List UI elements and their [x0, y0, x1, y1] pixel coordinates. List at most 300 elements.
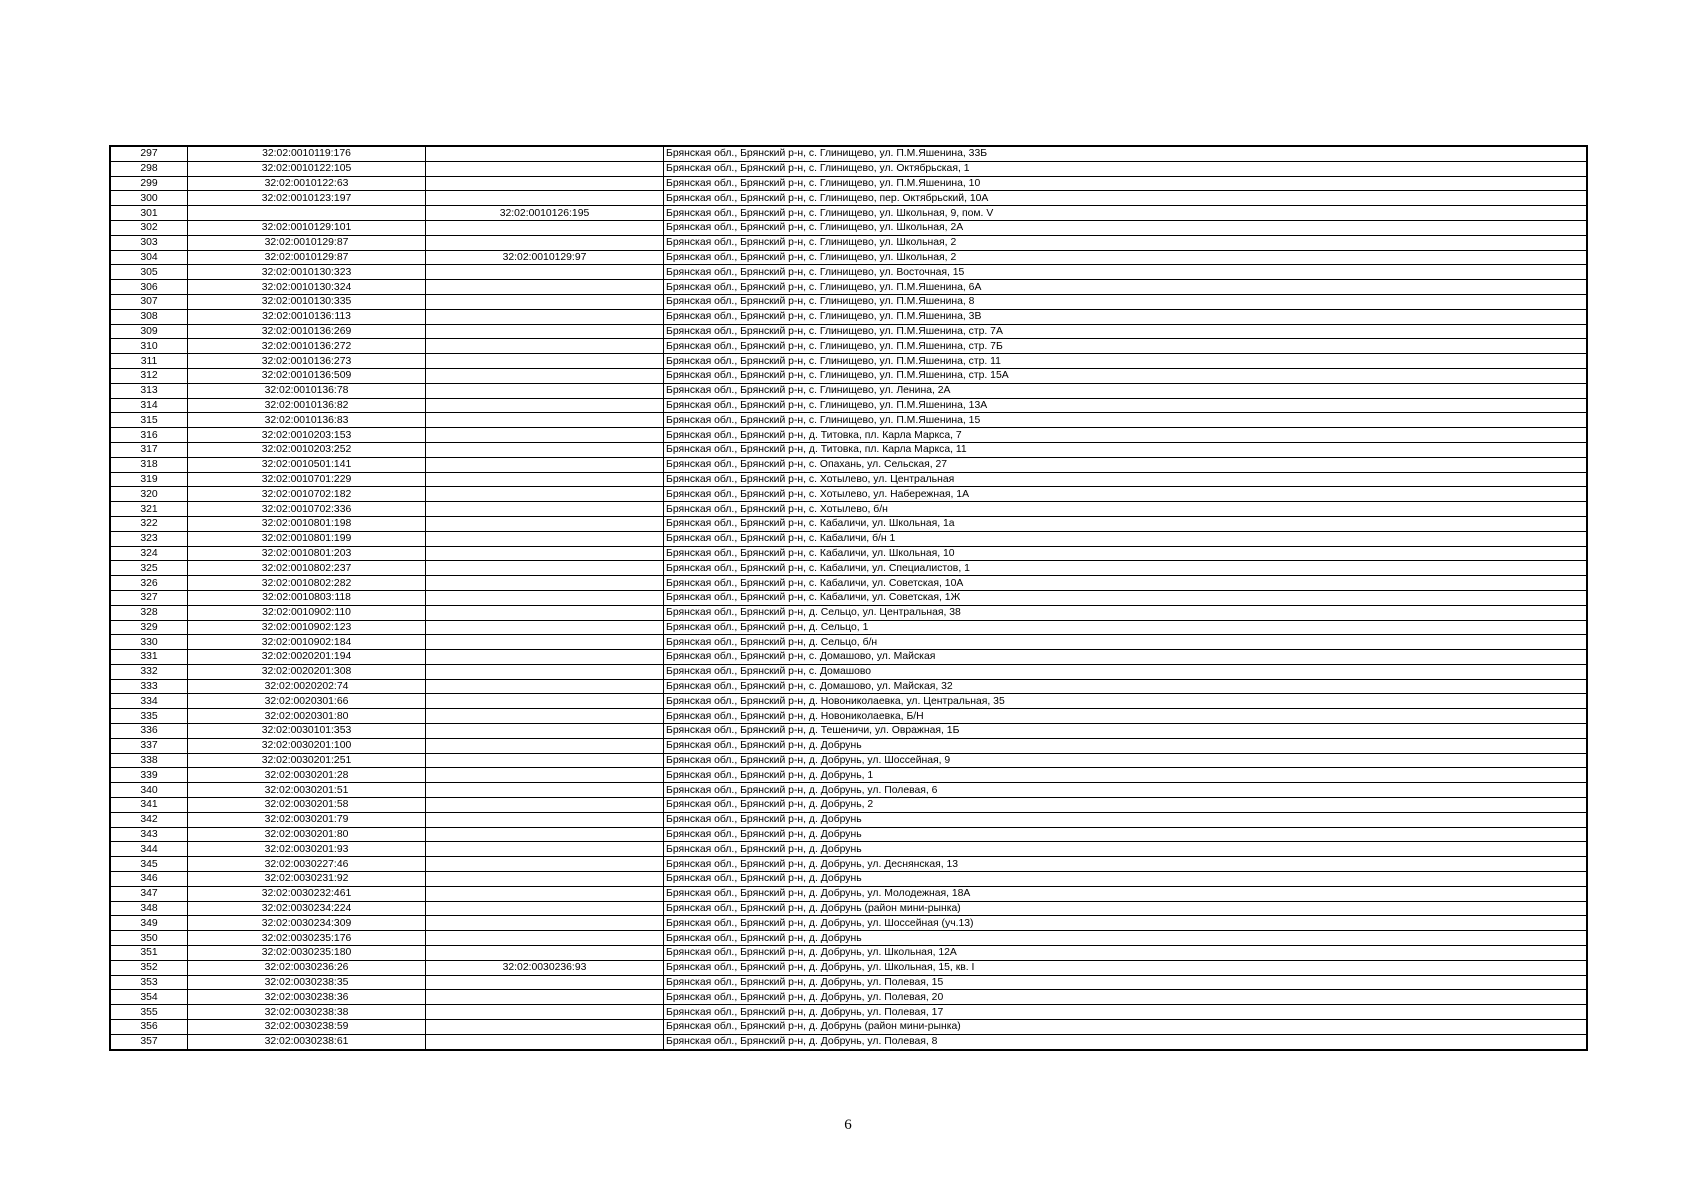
address-cell: Брянская обл., Брянский р-н, с. Глинищево, ул. Восточная, 15	[664, 265, 1588, 280]
cadastral-number-cell: 32:02:0020201:308	[188, 664, 426, 679]
row-number-cell: 300	[110, 191, 188, 206]
address-cell: Брянская обл., Брянский р-н, д. Добрунь	[664, 842, 1588, 857]
row-number-cell: 324	[110, 546, 188, 561]
secondary-cadastral-number-cell	[426, 516, 664, 531]
address-cell: Брянская обл., Брянский р-н, д. Добрунь, ул. Школьная, 15, кв. I	[664, 960, 1588, 975]
cadastral-number-cell: 32:02:0010802:237	[188, 561, 426, 576]
address-cell: Брянская обл., Брянский р-н, с. Глинищево, ул. Школьная, 2	[664, 235, 1588, 250]
row-number-cell: 321	[110, 502, 188, 517]
row-number-cell: 356	[110, 1020, 188, 1035]
row-number-cell: 342	[110, 812, 188, 827]
cadastral-number-cell: 32:02:0010123:197	[188, 191, 426, 206]
row-number-cell: 308	[110, 309, 188, 324]
address-cell: Брянская обл., Брянский р-н, д. Добрунь, ул. Полевая, 17	[664, 1005, 1588, 1020]
table-row	[110, 516, 1587, 531]
table-row	[110, 546, 1587, 561]
cadastral-number-cell: 32:02:0010902:110	[188, 605, 426, 620]
table-row	[110, 753, 1587, 768]
cadastral-number-cell: 32:02:0010136:78	[188, 383, 426, 398]
secondary-cadastral-number-cell	[426, 724, 664, 739]
secondary-cadastral-number-cell	[426, 901, 664, 916]
table-row	[110, 916, 1587, 931]
address-cell: Брянская обл., Брянский р-н, с. Хотылево, б/н	[664, 502, 1588, 517]
address-cell: Брянская обл., Брянский р-н, д. Сельцо, б/н	[664, 635, 1588, 650]
row-number-cell: 337	[110, 738, 188, 753]
address-cell: Брянская обл., Брянский р-н, с. Глинищево, ул. П.М.Яшенина, 3В	[664, 309, 1588, 324]
row-number-cell: 312	[110, 368, 188, 383]
table-row	[110, 294, 1587, 309]
row-number-cell: 341	[110, 798, 188, 813]
cadastral-number-cell: 32:02:0010802:282	[188, 576, 426, 591]
address-cell: Брянская обл., Брянский р-н, д. Добрунь (район мини-рынка)	[664, 901, 1588, 916]
cadastral-number-cell: 32:02:0020202:74	[188, 679, 426, 694]
address-cell: Брянская обл., Брянский р-н, с. Глинищево, ул. П.М.Яшенина, 33Б	[664, 146, 1588, 161]
cadastral-number-cell: 32:02:0010803:118	[188, 590, 426, 605]
address-cell: Брянская обл., Брянский р-н, с. Кабаличи, ул. Советская, 10А	[664, 576, 1588, 591]
table-row	[110, 265, 1587, 280]
secondary-cadastral-number-cell	[426, 457, 664, 472]
cadastral-number-cell: 32:02:0030234:224	[188, 901, 426, 916]
cadastral-number-cell: 32:02:0030234:309	[188, 916, 426, 931]
secondary-cadastral-number-cell	[426, 220, 664, 235]
address-cell: Брянская обл., Брянский р-н, д. Добрунь	[664, 872, 1588, 887]
row-number-cell: 328	[110, 605, 188, 620]
table-row	[110, 664, 1587, 679]
cadastral-number-cell: 32:02:0010136:272	[188, 339, 426, 354]
row-number-cell: 301	[110, 206, 188, 221]
table-row	[110, 161, 1587, 176]
address-cell: Брянская обл., Брянский р-н, д. Добрунь, ул. Молодежная, 18А	[664, 886, 1588, 901]
cadastral-number-cell: 32:02:0010203:153	[188, 428, 426, 443]
table-row	[110, 931, 1587, 946]
cadastral-number-cell: 32:02:0010136:273	[188, 354, 426, 369]
row-number-cell: 343	[110, 827, 188, 842]
table-row	[110, 605, 1587, 620]
secondary-cadastral-number-cell	[426, 650, 664, 665]
cadastral-number-cell: 32:02:0010129:87	[188, 235, 426, 250]
secondary-cadastral-number-cell	[426, 383, 664, 398]
address-cell: Брянская обл., Брянский р-н, с. Кабаличи, ул. Советская, 1Ж	[664, 590, 1588, 605]
cadastral-number-cell: 32:02:0030236:26	[188, 960, 426, 975]
secondary-cadastral-number-cell	[426, 975, 664, 990]
row-number-cell: 316	[110, 428, 188, 443]
table-row	[110, 886, 1587, 901]
secondary-cadastral-number-cell	[426, 812, 664, 827]
secondary-cadastral-number-cell	[426, 487, 664, 502]
table-row	[110, 442, 1587, 457]
cadastral-number-cell: 32:02:0010501:141	[188, 457, 426, 472]
cadastral-number-cell: 32:02:0030238:59	[188, 1020, 426, 1035]
row-number-cell: 322	[110, 516, 188, 531]
row-number-cell: 331	[110, 650, 188, 665]
secondary-cadastral-number-cell: 32:02:0030236:93	[426, 960, 664, 975]
address-cell: Брянская обл., Брянский р-н, с. Кабаличи, ул. Школьная, 10	[664, 546, 1588, 561]
table-row	[110, 738, 1587, 753]
secondary-cadastral-number-cell	[426, 265, 664, 280]
table-row	[110, 368, 1587, 383]
secondary-cadastral-number-cell	[426, 842, 664, 857]
row-number-cell: 346	[110, 872, 188, 887]
table-row	[110, 561, 1587, 576]
table-row	[110, 724, 1587, 739]
row-number-cell: 350	[110, 931, 188, 946]
secondary-cadastral-number-cell	[426, 502, 664, 517]
secondary-cadastral-number-cell	[426, 753, 664, 768]
table-row	[110, 1034, 1587, 1049]
row-number-cell: 298	[110, 161, 188, 176]
cadastral-number-cell: 32:02:0030231:92	[188, 872, 426, 887]
cadastral-number-cell	[188, 206, 426, 221]
row-number-cell: 313	[110, 383, 188, 398]
row-number-cell: 320	[110, 487, 188, 502]
table-row	[110, 191, 1587, 206]
secondary-cadastral-number-cell	[426, 176, 664, 191]
secondary-cadastral-number-cell	[426, 872, 664, 887]
cadastral-number-cell: 32:02:0030227:46	[188, 857, 426, 872]
address-cell: Брянская обл., Брянский р-н, с. Глинищево, ул. Школьная, 2	[664, 250, 1588, 265]
address-cell: Брянская обл., Брянский р-н, с. Кабаличи, ул. Школьная, 1а	[664, 516, 1588, 531]
property-registry-table	[109, 145, 1588, 1051]
address-cell: Брянская обл., Брянский р-н, д. Добрунь	[664, 738, 1588, 753]
secondary-cadastral-number-cell	[426, 472, 664, 487]
row-number-cell: 354	[110, 990, 188, 1005]
address-cell: Брянская обл., Брянский р-н, д. Новониколаевка, ул. Центральная, 35	[664, 694, 1588, 709]
cadastral-number-cell: 32:02:0030201:93	[188, 842, 426, 857]
secondary-cadastral-number-cell	[426, 146, 664, 161]
table-row	[110, 413, 1587, 428]
table-row	[110, 842, 1587, 857]
table-row	[110, 990, 1587, 1005]
table-row	[110, 354, 1587, 369]
secondary-cadastral-number-cell	[426, 664, 664, 679]
address-cell: Брянская обл., Брянский р-н, д. Новониколаевка, Б/Н	[664, 709, 1588, 724]
address-cell: Брянская обл., Брянский р-н, с. Кабаличи, ул. Специалистов, 1	[664, 561, 1588, 576]
cadastral-number-cell: 32:02:0010701:229	[188, 472, 426, 487]
address-cell: Брянская обл., Брянский р-н, д. Добрунь (район мини-рынка)	[664, 1020, 1588, 1035]
secondary-cadastral-number-cell	[426, 413, 664, 428]
cadastral-number-cell: 32:02:0010136:269	[188, 324, 426, 339]
secondary-cadastral-number-cell	[426, 428, 664, 443]
row-number-cell: 323	[110, 531, 188, 546]
secondary-cadastral-number-cell	[426, 738, 664, 753]
secondary-cadastral-number-cell	[426, 635, 664, 650]
table-row	[110, 620, 1587, 635]
secondary-cadastral-number-cell	[426, 161, 664, 176]
row-number-cell: 339	[110, 768, 188, 783]
table-row	[110, 487, 1587, 502]
table-row	[110, 946, 1587, 961]
table-row	[110, 901, 1587, 916]
address-cell: Брянская обл., Брянский р-н, с. Глинищево, ул. П.М.Яшенина, стр. 7А	[664, 324, 1588, 339]
row-number-cell: 357	[110, 1034, 188, 1049]
table-row	[110, 960, 1587, 975]
row-number-cell: 318	[110, 457, 188, 472]
secondary-cadastral-number-cell	[426, 783, 664, 798]
address-cell: Брянская обл., Брянский р-н, д. Сельцо, 1	[664, 620, 1588, 635]
secondary-cadastral-number-cell	[426, 368, 664, 383]
secondary-cadastral-number-cell	[426, 235, 664, 250]
cadastral-number-cell: 32:02:0030201:58	[188, 798, 426, 813]
table-row	[110, 457, 1587, 472]
secondary-cadastral-number-cell	[426, 294, 664, 309]
cadastral-number-cell: 32:02:0010702:182	[188, 487, 426, 502]
row-number-cell: 303	[110, 235, 188, 250]
cadastral-number-cell: 32:02:0030201:79	[188, 812, 426, 827]
row-number-cell: 332	[110, 664, 188, 679]
cadastral-number-cell: 32:02:0030235:176	[188, 931, 426, 946]
cadastral-number-cell: 32:02:0030201:51	[188, 783, 426, 798]
address-cell: Брянская обл., Брянский р-н, с. Хотылево, ул. Центральная	[664, 472, 1588, 487]
row-number-cell: 310	[110, 339, 188, 354]
secondary-cadastral-number-cell	[426, 1034, 664, 1049]
row-number-cell: 314	[110, 398, 188, 413]
address-cell: Брянская обл., Брянский р-н, с. Глинищево, ул. П.М.Яшенина, 10	[664, 176, 1588, 191]
secondary-cadastral-number-cell	[426, 442, 664, 457]
secondary-cadastral-number-cell	[426, 605, 664, 620]
row-number-cell: 352	[110, 960, 188, 975]
row-number-cell: 319	[110, 472, 188, 487]
table-row	[110, 872, 1587, 887]
address-cell: Брянская обл., Брянский р-н, с. Глинищево, ул. Октябрьская, 1	[664, 161, 1588, 176]
table-row	[110, 679, 1587, 694]
secondary-cadastral-number-cell	[426, 946, 664, 961]
table-row	[110, 576, 1587, 591]
cadastral-number-cell: 32:02:0020301:80	[188, 709, 426, 724]
cadastral-number-cell: 32:02:0010136:113	[188, 309, 426, 324]
table-row	[110, 635, 1587, 650]
row-number-cell: 299	[110, 176, 188, 191]
row-number-cell: 304	[110, 250, 188, 265]
cadastral-number-cell: 32:02:0010902:184	[188, 635, 426, 650]
secondary-cadastral-number-cell: 32:02:0010126:195	[426, 206, 664, 221]
row-number-cell: 326	[110, 576, 188, 591]
cadastral-number-cell: 32:02:0010801:198	[188, 516, 426, 531]
address-cell: Брянская обл., Брянский р-н, д. Добрунь, ул. Полевая, 20	[664, 990, 1588, 1005]
secondary-cadastral-number-cell	[426, 931, 664, 946]
secondary-cadastral-number-cell	[426, 398, 664, 413]
secondary-cadastral-number-cell	[426, 857, 664, 872]
table-row	[110, 650, 1587, 665]
address-cell: Брянская обл., Брянский р-н, с. Глинищево, ул. П.М.Яшенина, стр. 7Б	[664, 339, 1588, 354]
row-number-cell: 345	[110, 857, 188, 872]
cadastral-number-cell: 32:02:0010119:176	[188, 146, 426, 161]
table-row	[110, 206, 1587, 221]
address-cell: Брянская обл., Брянский р-н, с. Домашово, ул. Майская, 32	[664, 679, 1588, 694]
address-cell: Брянская обл., Брянский р-н, д. Добрунь, ул. Шоссейная, 9	[664, 753, 1588, 768]
cadastral-number-cell: 32:02:0010122:63	[188, 176, 426, 191]
address-cell: Брянская обл., Брянский р-н, с. Глинищево, ул. П.М.Яшенина, 13А	[664, 398, 1588, 413]
table-row	[110, 798, 1587, 813]
secondary-cadastral-number-cell	[426, 694, 664, 709]
secondary-cadastral-number-cell	[426, 546, 664, 561]
cadastral-number-cell: 32:02:0010130:335	[188, 294, 426, 309]
row-number-cell: 306	[110, 280, 188, 295]
table-row	[110, 220, 1587, 235]
cadastral-number-cell: 32:02:0010902:123	[188, 620, 426, 635]
secondary-cadastral-number-cell	[426, 561, 664, 576]
row-number-cell: 309	[110, 324, 188, 339]
address-cell: Брянская обл., Брянский р-н, д. Титовка, пл. Карла Маркса, 7	[664, 428, 1588, 443]
cadastral-number-cell: 32:02:0030238:38	[188, 1005, 426, 1020]
address-cell: Брянская обл., Брянский р-н, д. Добрунь, 1	[664, 768, 1588, 783]
cadastral-number-cell: 32:02:0010801:203	[188, 546, 426, 561]
cadastral-number-cell: 32:02:0010130:323	[188, 265, 426, 280]
address-cell: Брянская обл., Брянский р-н, д. Добрунь, 2	[664, 798, 1588, 813]
table-row	[110, 694, 1587, 709]
cadastral-number-cell: 32:02:0010129:101	[188, 220, 426, 235]
table-row	[110, 309, 1587, 324]
table-row	[110, 235, 1587, 250]
address-cell: Брянская обл., Брянский р-н, д. Добрунь	[664, 931, 1588, 946]
secondary-cadastral-number-cell	[426, 590, 664, 605]
secondary-cadastral-number-cell	[426, 309, 664, 324]
secondary-cadastral-number-cell	[426, 827, 664, 842]
page-number: 6	[844, 1117, 852, 1133]
cadastral-number-cell: 32:02:0030238:36	[188, 990, 426, 1005]
cadastral-number-cell: 32:02:0020301:66	[188, 694, 426, 709]
cadastral-number-cell: 32:02:0020201:194	[188, 650, 426, 665]
cadastral-number-cell: 32:02:0010702:336	[188, 502, 426, 517]
table-row	[110, 768, 1587, 783]
row-number-cell: 305	[110, 265, 188, 280]
row-number-cell: 347	[110, 886, 188, 901]
address-cell: Брянская обл., Брянский р-н, с. Опахань, ул. Сельская, 27	[664, 457, 1588, 472]
address-cell: Брянская обл., Брянский р-н, с. Домашово	[664, 664, 1588, 679]
secondary-cadastral-number-cell	[426, 886, 664, 901]
address-cell: Брянская обл., Брянский р-н, д. Добрунь, ул. Деснянская, 13	[664, 857, 1588, 872]
cadastral-number-cell: 32:02:0030201:80	[188, 827, 426, 842]
address-cell: Брянская обл., Брянский р-н, с. Домашово, ул. Майская	[664, 650, 1588, 665]
row-number-cell: 329	[110, 620, 188, 635]
secondary-cadastral-number-cell	[426, 768, 664, 783]
secondary-cadastral-number-cell	[426, 916, 664, 931]
cadastral-number-cell: 32:02:0030238:35	[188, 975, 426, 990]
cadastral-number-cell: 32:02:0010122:105	[188, 161, 426, 176]
row-number-cell: 334	[110, 694, 188, 709]
address-cell: Брянская обл., Брянский р-н, с. Глинищево, ул. Ленина, 2А	[664, 383, 1588, 398]
address-cell: Брянская обл., Брянский р-н, с. Кабаличи, б/н 1	[664, 531, 1588, 546]
secondary-cadastral-number-cell	[426, 679, 664, 694]
table-row	[110, 339, 1587, 354]
address-cell: Брянская обл., Брянский р-н, с. Глинищево, ул. П.М.Яшенина, 6А	[664, 280, 1588, 295]
row-number-cell: 336	[110, 724, 188, 739]
table-row	[110, 398, 1587, 413]
table-row	[110, 709, 1587, 724]
address-cell: Брянская обл., Брянский р-н, д. Добрунь, ул. Полевая, 15	[664, 975, 1588, 990]
cadastral-number-cell: 32:02:0030232:461	[188, 886, 426, 901]
secondary-cadastral-number-cell	[426, 990, 664, 1005]
table-row	[110, 176, 1587, 191]
address-cell: Брянская обл., Брянский р-н, с. Глинищево, ул. Школьная, 9, пом. V	[664, 206, 1588, 221]
row-number-cell: 330	[110, 635, 188, 650]
row-number-cell: 349	[110, 916, 188, 931]
cadastral-number-cell: 32:02:0030201:28	[188, 768, 426, 783]
address-cell: Брянская обл., Брянский р-н, с. Хотылево, ул. Набережная, 1А	[664, 487, 1588, 502]
cadastral-number-cell: 32:02:0030201:100	[188, 738, 426, 753]
row-number-cell: 338	[110, 753, 188, 768]
table-row	[110, 428, 1587, 443]
row-number-cell: 311	[110, 354, 188, 369]
table-row	[110, 324, 1587, 339]
table-row	[110, 146, 1587, 161]
row-number-cell: 344	[110, 842, 188, 857]
row-number-cell: 351	[110, 946, 188, 961]
cadastral-number-cell: 32:02:0010130:324	[188, 280, 426, 295]
registry-table-body	[110, 146, 1587, 1050]
row-number-cell: 325	[110, 561, 188, 576]
address-cell: Брянская обл., Брянский р-н, д. Сельцо, ул. Центральная, 38	[664, 605, 1588, 620]
secondary-cadastral-number-cell	[426, 576, 664, 591]
address-cell: Брянская обл., Брянский р-н, д. Добрунь	[664, 827, 1588, 842]
table-row	[110, 531, 1587, 546]
row-number-cell: 335	[110, 709, 188, 724]
cadastral-number-cell: 32:02:0030235:180	[188, 946, 426, 961]
table-row	[110, 280, 1587, 295]
table-row	[110, 472, 1587, 487]
secondary-cadastral-number-cell	[426, 280, 664, 295]
secondary-cadastral-number-cell	[426, 339, 664, 354]
row-number-cell: 348	[110, 901, 188, 916]
table-row	[110, 1020, 1587, 1035]
cadastral-number-cell: 32:02:0010129:87	[188, 250, 426, 265]
cadastral-number-cell: 32:02:0010136:82	[188, 398, 426, 413]
row-number-cell: 333	[110, 679, 188, 694]
address-cell: Брянская обл., Брянский р-н, с. Глинищево, пер. Октябрьский, 10А	[664, 191, 1588, 206]
address-cell: Брянская обл., Брянский р-н, д. Добрунь, ул. Шоссейная (уч.13)	[664, 916, 1588, 931]
table-row	[110, 783, 1587, 798]
address-cell: Брянская обл., Брянский р-н, д. Добрунь	[664, 812, 1588, 827]
table-row	[110, 1005, 1587, 1020]
cadastral-number-cell: 32:02:0030201:251	[188, 753, 426, 768]
address-cell: Брянская обл., Брянский р-н, с. Глинищево, ул. П.М.Яшенина, стр. 11	[664, 354, 1588, 369]
address-cell: Брянская обл., Брянский р-н, д. Добрунь, ул. Полевая, 6	[664, 783, 1588, 798]
cadastral-number-cell: 32:02:0030101:353	[188, 724, 426, 739]
table-row	[110, 250, 1587, 265]
row-number-cell: 353	[110, 975, 188, 990]
cadastral-number-cell: 32:02:0010136:83	[188, 413, 426, 428]
cadastral-number-cell: 32:02:0010801:199	[188, 531, 426, 546]
cadastral-number-cell: 32:02:0030238:61	[188, 1034, 426, 1049]
secondary-cadastral-number-cell	[426, 1005, 664, 1020]
address-cell: Брянская обл., Брянский р-н, с. Глинищево, ул. П.М.Яшенина, 15	[664, 413, 1588, 428]
address-cell: Брянская обл., Брянский р-н, д. Добрунь, ул. Полевая, 8	[664, 1034, 1588, 1049]
table-row	[110, 827, 1587, 842]
row-number-cell: 355	[110, 1005, 188, 1020]
address-cell: Брянская обл., Брянский р-н, д. Добрунь, ул. Школьная, 12А	[664, 946, 1588, 961]
table-row	[110, 383, 1587, 398]
cadastral-number-cell: 32:02:0010203:252	[188, 442, 426, 457]
row-number-cell: 340	[110, 783, 188, 798]
address-cell: Брянская обл., Брянский р-н, с. Глинищево, ул. П.М.Яшенина, 8	[664, 294, 1588, 309]
table-row	[110, 857, 1587, 872]
address-cell: Брянская обл., Брянский р-н, с. Глинищево, ул. П.М.Яшенина, стр. 15А	[664, 368, 1588, 383]
secondary-cadastral-number-cell	[426, 191, 664, 206]
row-number-cell: 297	[110, 146, 188, 161]
secondary-cadastral-number-cell	[426, 324, 664, 339]
row-number-cell: 307	[110, 294, 188, 309]
table-row	[110, 502, 1587, 517]
secondary-cadastral-number-cell	[426, 1020, 664, 1035]
secondary-cadastral-number-cell: 32:02:0010129:97	[426, 250, 664, 265]
secondary-cadastral-number-cell	[426, 354, 664, 369]
cadastral-number-cell: 32:02:0010136:509	[188, 368, 426, 383]
row-number-cell: 315	[110, 413, 188, 428]
row-number-cell: 317	[110, 442, 188, 457]
address-cell: Брянская обл., Брянский р-н, с. Глинищево, ул. Школьная, 2А	[664, 220, 1588, 235]
table-row	[110, 590, 1587, 605]
row-number-cell: 327	[110, 590, 188, 605]
secondary-cadastral-number-cell	[426, 709, 664, 724]
